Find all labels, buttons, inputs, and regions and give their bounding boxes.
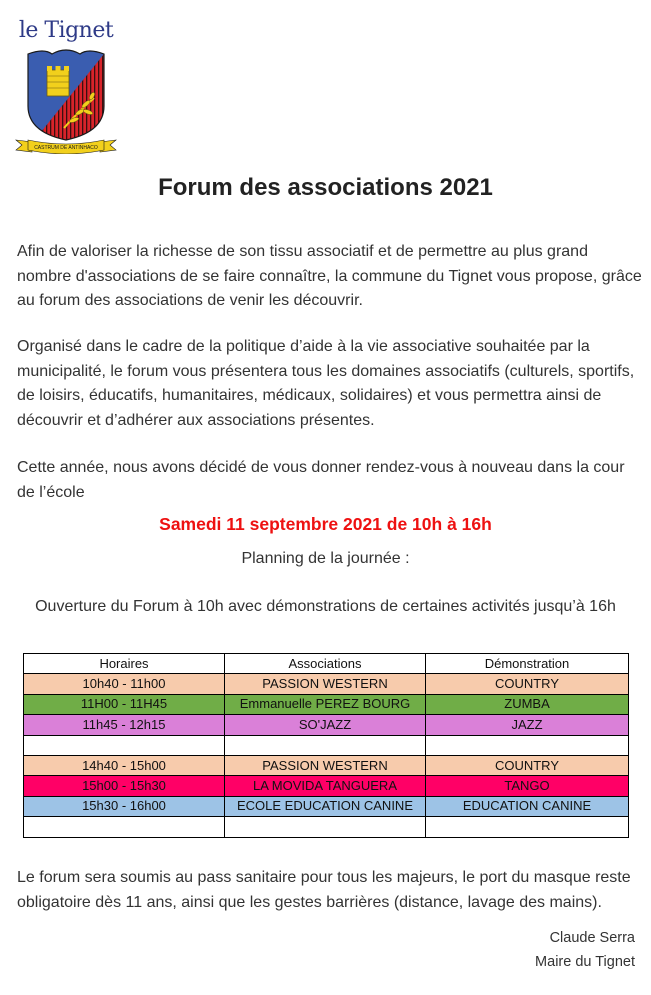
planning-label: Planning de la journée : — [241, 550, 410, 567]
logo-title: le Tignet — [18, 18, 114, 43]
schedule-table — [23, 653, 629, 838]
cell-association — [225, 817, 426, 837]
tower-icon — [47, 66, 69, 96]
town-logo — [14, 18, 118, 154]
location-paragraph: Cette année, nous avons décidé de vous donner rendez-vous à nouveau dans la cour de l’école — [17, 459, 625, 501]
opening-text: Ouverture du Forum à 10h avec démonstrations de certaines activités jusqu’à 16h — [35, 598, 616, 615]
cell-association: LA MOVIDA TANGUERA — [225, 776, 426, 796]
cell-association — [225, 735, 426, 755]
sanitary-notice: Le forum sera soumis au pass sanitaire pour tous les majeurs, le port du masque reste obligatoire dès 11 ans, ainsi que les gestes barrières (distance, lavage des mains). — [17, 869, 631, 911]
cell-demo: TANGO — [426, 776, 629, 796]
cell-association: PASSION WESTERN — [225, 755, 426, 775]
motto-banner — [16, 140, 116, 154]
cell-demo — [426, 735, 629, 755]
schedule-row — [24, 715, 629, 735]
header-demonstration: Démonstration — [426, 654, 629, 674]
cell-time: 15h00 - 15h30 — [24, 776, 225, 796]
intro-paragraph: Afin de valoriser la richesse de son tissu associatif et de permettre au plus grand nombre d'associations de se faire connaître, la commune du Tignet vous propose, grâce au forum des associations de venir les découvrir. — [17, 243, 642, 309]
page-title: Forum des associations 2021 — [158, 174, 493, 201]
cell-time: 10h40 - 11h00 — [24, 674, 225, 694]
cell-demo: ZUMBA — [426, 694, 629, 714]
cell-time: 14h40 - 15h00 — [24, 755, 225, 775]
schedule-row — [24, 694, 629, 714]
schedule-header-row — [24, 654, 629, 674]
cell-association: SO'JAZZ — [225, 715, 426, 735]
cell-demo: COUNTRY — [426, 755, 629, 775]
signature-name: Claude Serra — [549, 930, 635, 946]
signature — [535, 926, 635, 974]
schedule-row — [24, 755, 629, 775]
header-horaires: Horaires — [24, 654, 225, 674]
coat-of-arms-icon — [14, 48, 118, 154]
cell-demo: COUNTRY — [426, 674, 629, 694]
schedule-row — [24, 796, 629, 816]
schedule-row — [24, 776, 629, 796]
signature-role: Maire du Tignet — [535, 954, 635, 970]
cell-demo — [426, 817, 629, 837]
cell-association: ECOLE EDUCATION CANINE — [225, 796, 426, 816]
schedule-row — [24, 817, 629, 837]
description-paragraph: Organisé dans le cadre de la politique d’aide à la vie associative souhaitée par la municipalité, le forum vous présentera tous les domaines associatifs (culturels, sportifs, de loisirs, éducatifs, humanitaires, médicaux, solidaires) et vous permettra ainsi de découvrir et d’adhérer aux associations présentes. — [17, 338, 635, 429]
cell-time — [24, 817, 225, 837]
header-associations: Associations — [225, 654, 426, 674]
svg-text:CASTRUM DE ANTINHACO: CASTRUM DE ANTINHACO — [34, 145, 98, 151]
cell-time: 11h45 - 12h15 — [24, 715, 225, 735]
event-date: Samedi 11 septembre 2021 de 10h à 16h — [159, 514, 492, 534]
cell-time: 11H00 - 11H45 — [24, 694, 225, 714]
schedule-row — [24, 735, 629, 755]
cell-time — [24, 735, 225, 755]
cell-demo: EDUCATION CANINE — [426, 796, 629, 816]
cell-time: 15h30 - 16h00 — [24, 796, 225, 816]
cell-association: Emmanuelle PEREZ BOURG — [225, 694, 426, 714]
schedule-row — [24, 674, 629, 694]
cell-association: PASSION WESTERN — [225, 674, 426, 694]
cell-demo: JAZZ — [426, 715, 629, 735]
